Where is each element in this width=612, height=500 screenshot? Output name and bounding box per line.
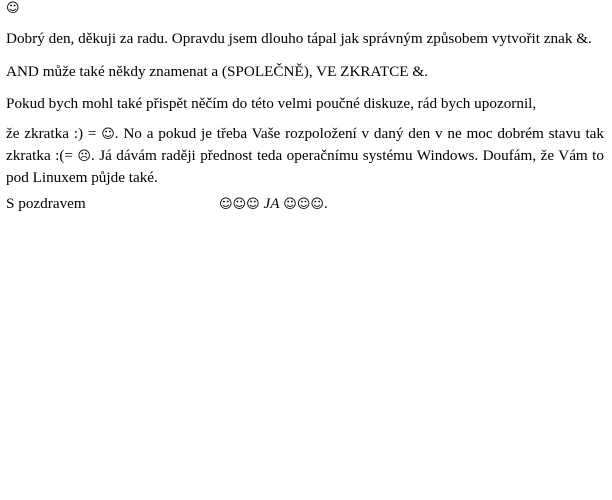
signature-name: JA bbox=[263, 195, 280, 212]
emoticon-text-3: . Já dávám raději přednost teda operačnímu systému Windows. Doufám, že Vám to pod Linuxem půjde také. bbox=[6, 147, 604, 186]
emoticon-text-2: . No a pokud je třeba Vaše rozpoložení v daný den v ne moc dobrém stavu tak zkratka :(= bbox=[6, 125, 604, 164]
paragraph-emoticons bbox=[6, 123, 604, 188]
signature-greeting: S pozdravem bbox=[6, 195, 86, 212]
smileys-right-icon: ☺☺☺ bbox=[283, 197, 324, 212]
smileys-left-icon: ☺☺☺ bbox=[219, 197, 260, 212]
paragraph-and-meaning: AND může také někdy znamenat a (SPOLEČNĚ), VE ZKRATCE &. bbox=[6, 63, 428, 80]
paragraph-contribute: Pokud bych mohl také přispět něčím do této velmi poučné diskuze, rád bych upozornil, bbox=[6, 95, 537, 112]
paragraph-thanks: Dobrý den, děkuji za radu. Opravdu jsem dlouho tápal jak správným způsobem vytvořit znak &. bbox=[6, 30, 592, 47]
emoticon-text-1: že zkratka :) = bbox=[6, 125, 102, 142]
top-smiley-icon: ☺ bbox=[6, 1, 20, 16]
smile-icon: ☺ bbox=[101, 127, 115, 142]
signature-block bbox=[219, 195, 328, 214]
frown-icon: ☹ bbox=[77, 149, 91, 164]
signature-end: . bbox=[323, 195, 328, 212]
